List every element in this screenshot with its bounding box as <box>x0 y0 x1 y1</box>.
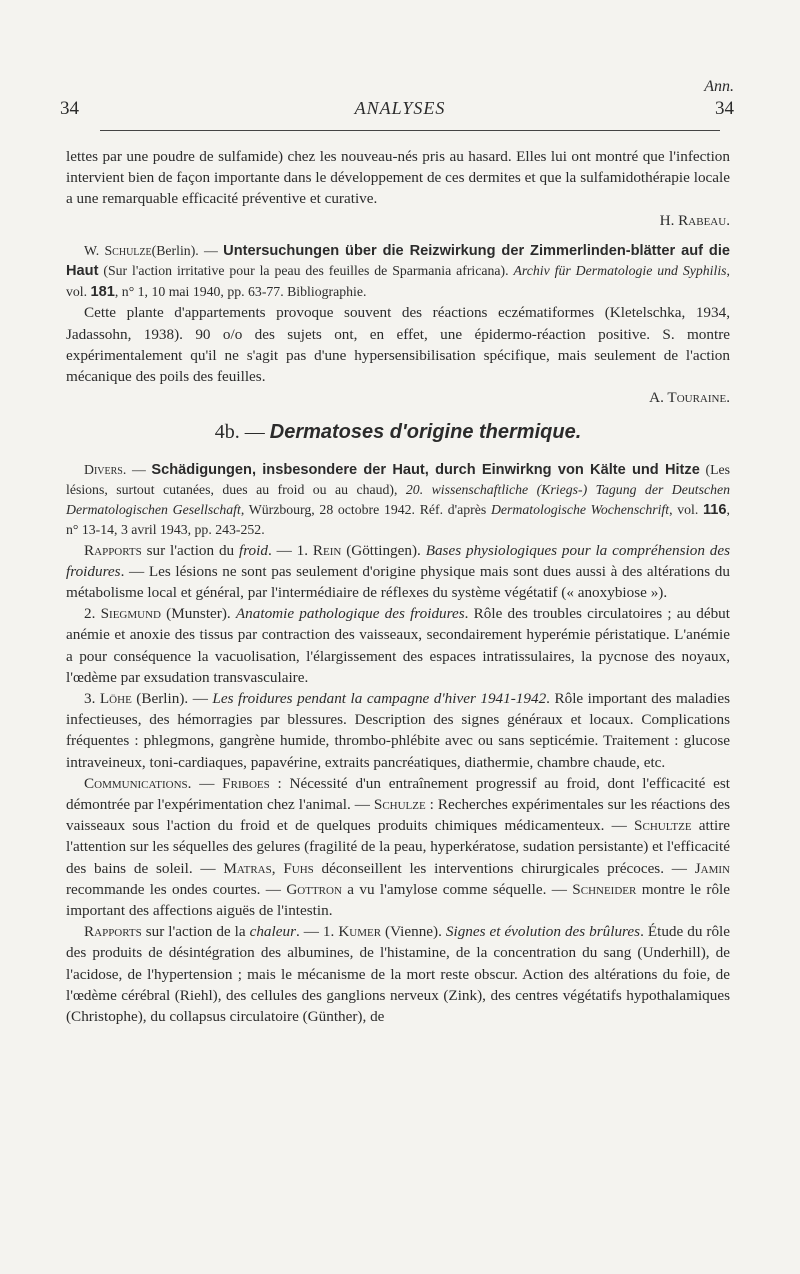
author-fuhs: Fuhs <box>283 859 314 877</box>
kumer-text: . Étude du rôle des produits de désintégration des albumines, de l'histamine, de la concentration du sang (Underhill), de l'acidose, de l'hypertension ; mais le mécanisme de la mort reste obscur. Action des altérations du foie, de l'œdème cérébral (Riehl), des cellules des ganglions nerveux (Zink), des centres végétatifs hypothalamiques (Christophe), du collapsus circulatoire (Günther), de <box>66 923 731 1025</box>
author-schneider: Schneider <box>572 880 637 898</box>
page-number-right: 34 <box>715 98 734 119</box>
section-number: 4b. — <box>214 421 270 444</box>
header-rule <box>100 130 720 131</box>
jamin-text: recommande les ondes courtes. — <box>66 880 287 898</box>
rein-title: Bases physiologiques pour la compréhension des froidures <box>66 541 730 580</box>
schulze-abstract: Cette plante d'appartements provoque souvent des réactions eczématiformes (Kletelschka, 1934, Jadassohn, 1938). 90 o/o des sujets ont, en effet, une épidermo-réaction positive. S. montre expérimentalement qu'il ne s'agit pas d'une hypersensibilisation spécifique, mais seulement de l'action mécanique des poils des feuilles. <box>66 304 730 385</box>
divers-congress: 20. wissenschaftliche (Kriegs-) Tagung der Deutschen Dermatologischen Gesellschaft <box>66 482 730 517</box>
schulze-vol-prefix: , vol. <box>66 263 730 299</box>
paragraph-siegmund <box>66 603 730 688</box>
divers-vol-prefix: , vol. <box>669 501 703 517</box>
chaleur-num: . — 1. <box>296 923 339 941</box>
schultze-text: attire l'attention sur les séquelles des gelures (fragilité de la peau, hyperkératose, sudation persistante) et l'efficacité des bains de soleil. — <box>66 817 730 877</box>
author-gottron: Gottron <box>286 880 342 898</box>
divers-volume: 116 <box>703 501 727 518</box>
lohe-place: (Berlin). — <box>131 689 213 707</box>
annotation-ann: Ann. <box>704 78 734 95</box>
author-lohe: Löhe <box>99 689 132 707</box>
lohe-num: 3. <box>84 689 100 707</box>
rein-place: (Göttingen). <box>341 541 426 559</box>
author-siegmund: Siegmund <box>100 605 161 623</box>
divers-mid: , Würzbourg, 28 octobre 1942. Réf. d'après <box>240 501 491 517</box>
divers-citation <box>66 460 730 540</box>
schulze-details: , n° 1, 10 mai 1940, pp. 63-77. Bibliographie. <box>114 283 367 299</box>
section-heading <box>66 422 730 443</box>
section-title: Dermatoses d'origine thermique. <box>269 421 582 444</box>
divers-journal: Dermatologische Wochenschrift <box>490 501 670 517</box>
lohe-text: . Rôle important des maladies infectieuses, des hémorragies par blessures. Description des signes généraux et locaux. Complications fréquentes : phlegmons, gangrène humide, thrombo-phlébite avec ou sans septicémie. Traitement : glucose intraveineux, toni-cardiaques, papavérine, extraits pancréatiques, diathermie, chambre chaude, etc. <box>66 689 730 771</box>
froid-num: . — 1. <box>267 541 313 559</box>
matras-sep: , <box>271 859 284 877</box>
signature-touraine: A. Touraine. <box>649 389 730 407</box>
author-jamin: Jamin <box>694 859 730 877</box>
divers-details: , n° 13-14, 3 avril 1943, pp. 243-252. <box>66 501 730 538</box>
schulze-volume: 181 <box>90 283 115 300</box>
divers-sep: . — <box>122 461 152 477</box>
schulze-translation: (Sur l'action irritative pour la peau des feuilles de Sparmania africana). <box>98 263 514 279</box>
page-body <box>66 146 730 1027</box>
signature-rabeau: H. Rabeau. <box>659 211 730 229</box>
kumer-place: (Vienne). <box>381 923 446 941</box>
froid-word: froid <box>238 541 268 559</box>
kumer-title: Signes et évolution des brûlures <box>445 923 641 941</box>
siegmund-title: Anatomie pathologique des froidures <box>235 605 465 623</box>
divers-translation: (Les lésions, surtout cutanées, dues au froid ou au chaud), <box>66 461 731 498</box>
schulze-signature <box>66 387 730 408</box>
rein-text: . — Les lésions ne sont pas seulement d'origine physique mais sont dues aussi à des altérations du métabolisme local et général, par l'intermédiaire de réflexes du système végétatif (« anoxybiose »). <box>66 562 730 601</box>
paragraph-communications <box>66 773 730 921</box>
paragraph-lohe <box>66 688 730 773</box>
gottron-text: a vu l'amylose comme séquelle. — <box>341 880 573 898</box>
schulze-citation <box>66 241 730 303</box>
author-friboes: Friboes <box>222 774 270 792</box>
comm-sep: . — <box>187 774 223 792</box>
intro-paragraph: lettes par une poudre de sulfamide) chez les nouveau-nés pris au hasard. Elles lui ont montré que l'infection intervient bien de façon importante dans le développement de ces dermites et que la sulfamidothérapie locale a une remarquable efficacité préventive et curative. <box>66 148 730 208</box>
lohe-title: Les froidures pendant la campagne d'hiver 1941-1942 <box>212 689 547 707</box>
chaleur-word: chaleur <box>249 923 296 941</box>
friboes-text: : Nécessité d'un entraînement progressif au froid, dont l'efficacité est démontrée par l'expérimentation chez l'animal. — <box>66 774 731 813</box>
schulze-place: (Berlin). — <box>151 242 224 258</box>
running-title: ANALYSES <box>354 98 446 118</box>
author-schulze-2: Schulze <box>373 795 426 813</box>
author-divers: Divers <box>84 461 123 477</box>
label-rapports: Rapports <box>84 541 142 559</box>
intro-signature <box>66 210 730 231</box>
author-schultze: Schultze <box>634 817 692 835</box>
schneider-text: montre le rôle important des affections aiguës de l'intestin. <box>66 880 730 919</box>
paragraph-froid <box>66 540 730 604</box>
paragraph-chaleur <box>66 921 730 1027</box>
schulze-title: Untersuchungen über die Reizwirkung der Zimmerlinden-blätter auf die Haut <box>66 242 730 280</box>
page-header <box>0 70 800 130</box>
author-matras: Matras <box>223 859 272 877</box>
chaleur-lead: sur l'action de la <box>141 923 250 941</box>
page-number-left: 34 <box>60 98 79 119</box>
schulze-journal: Archiv für Dermatologie und Syphilis <box>513 263 727 279</box>
schulze2-text: : Recherches expérimentales sur les réactions des vaisseaux sous l'action du froid et de quelques produits chimiques médicamenteux. — <box>66 795 730 835</box>
author-rein: Rein <box>312 541 342 559</box>
divers-title: Schädigungen, insbesondere der Haut, durch Einwirkng von Kälte und Hitze <box>151 461 700 478</box>
label-communications: Communications <box>84 774 188 792</box>
fuhs-text: déconseillent les interventions chirurgicales précoces. — <box>313 859 695 877</box>
siegmund-text: . Rôle des troubles circulatoires ; au début anémie et anoxie des tissus par contraction des vaisseaux, secondairement hyperémie péristatique. L'anémie a pour conséquence la vacuolisation, l'élargissement des espaces intratissulaires, la pycnose des noyaux, l'œdème par exsudation transvasculaire. <box>66 605 731 686</box>
siegmund-place: (Munster). <box>160 605 236 623</box>
label-rapports-2: Rapports <box>84 923 142 941</box>
froid-lead: sur l'action du <box>141 541 239 559</box>
author-schulze: W. Schulze <box>84 242 152 258</box>
siegmund-num: 2. <box>84 605 101 623</box>
author-kumer: Kumer <box>338 923 382 941</box>
entry-schulze <box>66 241 730 409</box>
